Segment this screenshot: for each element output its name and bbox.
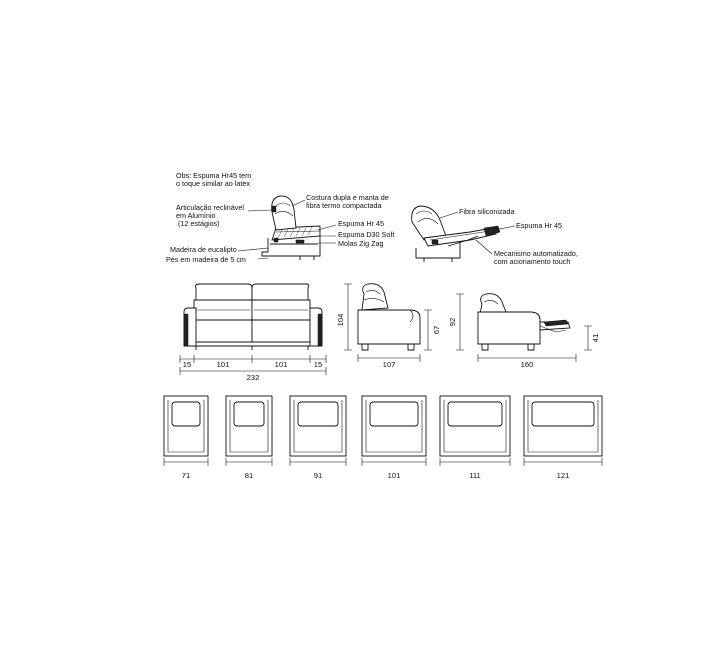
module-width-121: 121 [556, 471, 570, 480]
pes-text: Pés em madeira de 5 cm [166, 255, 246, 264]
module-101 [362, 396, 426, 466]
dim-reclined-depth: 160 [520, 360, 534, 369]
obs-text-1: Obs: Espuma Hr45 tem [176, 171, 252, 180]
dim-arm-left: 15 [182, 360, 192, 369]
espuma-hr45-b-text: Espuma Hr 45 [516, 221, 562, 230]
front-dimension-lines [180, 355, 326, 375]
dim-reclined-height: 92 [448, 317, 457, 327]
molas-text: Molas Zig Zag [338, 239, 384, 248]
module-width-71: 71 [181, 471, 191, 480]
side-view-sofa [358, 284, 420, 350]
module-width-81: 81 [244, 471, 254, 480]
dim-arm-right: 15 [313, 360, 323, 369]
obs-text-2: o toque similar ao latex [176, 179, 250, 188]
module-111 [440, 396, 510, 466]
dim-side-depth: 107 [382, 360, 396, 369]
reclined-side-view [478, 294, 570, 350]
costura-text-1: Costura dupla e manta de [306, 193, 389, 202]
module-width-101: 101 [387, 471, 401, 480]
mecanismo-text-1: Mecanismo automatizado, [494, 249, 578, 258]
articulacao-text-1: Articulação reclinável [176, 203, 244, 212]
module-width-91: 91 [313, 471, 323, 480]
module-81 [226, 396, 272, 466]
module-71 [164, 396, 208, 466]
module-width-111: 111 [469, 471, 481, 480]
dim-total-width: 232 [246, 373, 260, 382]
dim-seat-left: 101 [216, 360, 230, 369]
articulacao-text-2: em Alumínio [176, 211, 216, 220]
espuma-d30-text: Espuma D30 Soft [338, 230, 395, 239]
module-121 [524, 396, 602, 466]
fibra-text: Fibra siliconizada [459, 207, 515, 216]
dim-side-height: 104 [336, 313, 345, 327]
dim-seat-right: 101 [274, 360, 288, 369]
front-view-sofa [184, 284, 322, 350]
dim-footrest-height: 41 [591, 333, 600, 343]
articulacao-text-3: (12 estágios) [178, 219, 220, 228]
costura-text-2: fibra termo compactada [306, 201, 382, 210]
mecanismo-text-2: com acionamento touch [494, 257, 571, 266]
module-91 [290, 396, 346, 466]
madeira-text: Madeira de eucalipto [170, 245, 237, 254]
dim-side-seat-height: 67 [432, 325, 441, 335]
espuma-hr45-text: Espuma Hr 45 [338, 219, 384, 228]
